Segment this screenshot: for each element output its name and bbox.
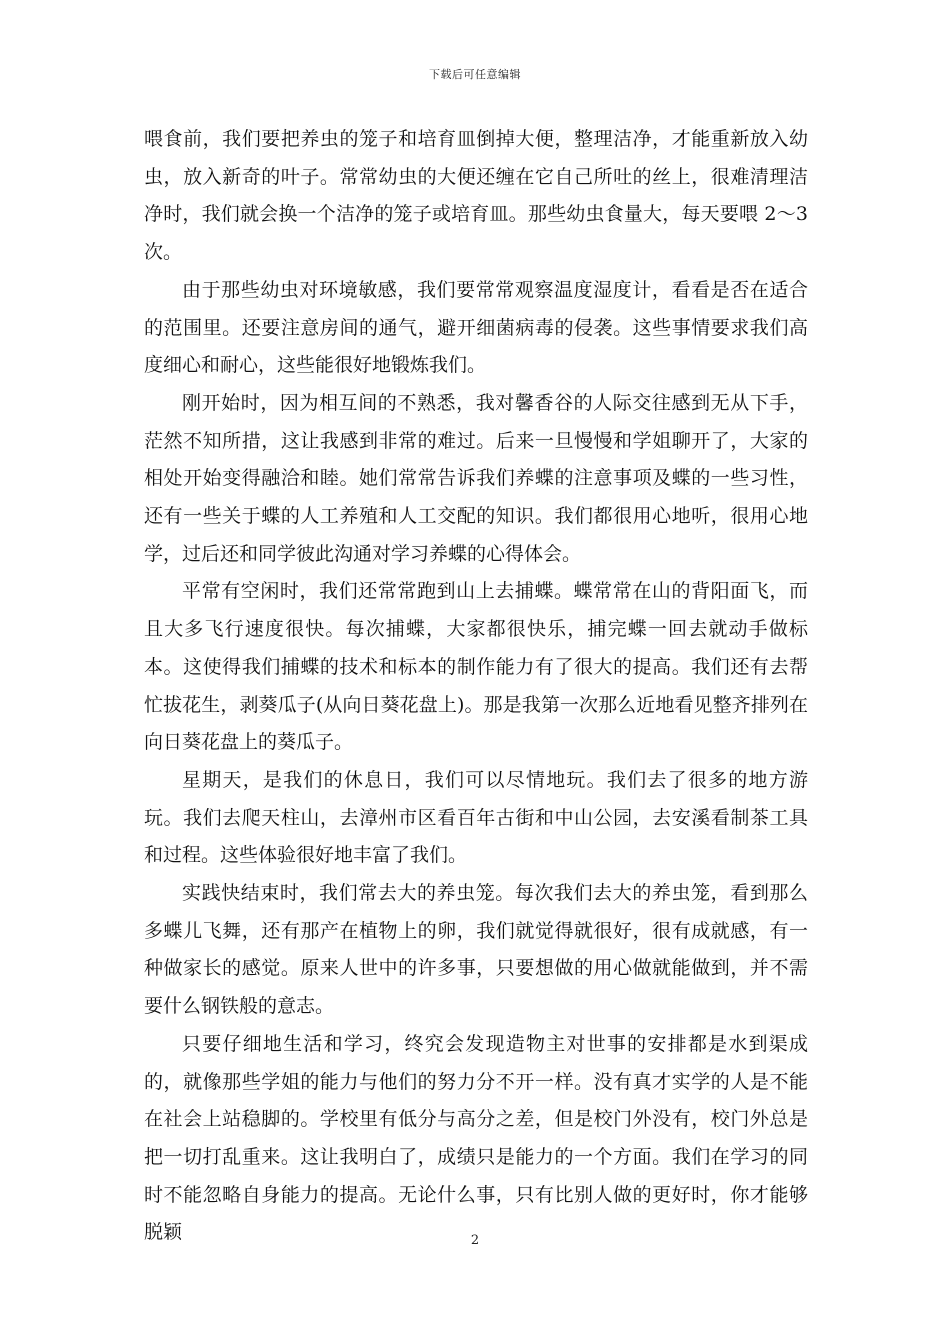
page-number: 2 [470, 1233, 480, 1248]
paragraph-6: 实践快结束时，我们常去大的养虫笼。每次我们去大的养虫笼，看到那么多蝶儿飞舞，还有那产在植物上的卵，我们就觉得就很好，很有成就感，有一种做家长的感觉。原来人世中的许多事，只要想做的用心做就能做到，并不需要什么钢铁般的意志。 [144, 882, 808, 1018]
paragraph-2: 由于那些幼虫对环境敏感，我们要常常观察温度湿度计，看看是否在适合的范围里。还要注意房间的通气，避开细菌病毒的侵袭。这些事情要求我们高度细心和耐心，这些能很好地锻炼我们。 [144, 278, 808, 377]
paragraph-5: 星期天，是我们的休息日，我们可以尽情地玩。我们去了很多的地方游玩。我们去爬天柱山，去漳州市区看百年古街和中山公园，去安溪看制茶工具和过程。这些体验很好地丰富了我们。 [144, 768, 808, 867]
paragraph-7: 只要仔细地生活和学习，终究会发现造物主对世事的安排都是水到渠成的，就像那些学姐的能力与他们的努力分不开一样。没有真才实学的人是不能在社会上站稳脚的。学校里有低分与高分之差，但是校门外没有，校门外总是把一切打乱重来。这让我明白了，成绩只是能力的一个方面。我们在学习的同时不能忽略自身能力的提高。无论什么事，只有比别人做的更好时，你才能够脱颖 [144, 1032, 808, 1244]
paragraph-1: 喂食前，我们要把养虫的笼子和培育皿倒掉大便，整理洁净，才能重新放入幼虫，放入新奇的叶子。常常幼虫的大便还缠在它自己所吐的丝上，很难清理洁净时，我们就会换一个洁净的笼子或培育皿。那些幼虫食量大，每天要喂 2～3 次。 [144, 128, 808, 264]
page-header: 下载后可任意编辑 [429, 68, 521, 81]
paragraph-3: 刚开始时，因为相互间的不熟悉，我对馨香谷的人际交往感到无从下手，茫然不知所措，这让我感到非常的难过。后来一旦慢慢和学姐聊开了，大家的相处开始变得融洽和睦。她们常常告诉我们养蝶的注意事项及蝶的一些习性，还有一些关于蝶的人工养殖和人工交配的知识。我们都很用心地听，很用心地学，过后还和同学彼此沟通对学习养蝶的心得体会。 [144, 391, 808, 565]
paragraph-4: 平常有空闲时，我们还常常跑到山上去捕蝶。蝶常常在山的背阳面飞，而且大多飞行速度很快。每次捕蝶，大家都很快乐，捕完蝶一回去就动手做标本。这使得我们捕蝶的技术和标本的制作能力有了很大的提高。我们还有去帮忙拔花生，剥葵瓜子(从向日葵花盘上)。那是我第一次那么近地看见整齐排列在向日葵花盘上的葵瓜子。 [144, 580, 808, 754]
document-body [144, 121, 808, 1252]
